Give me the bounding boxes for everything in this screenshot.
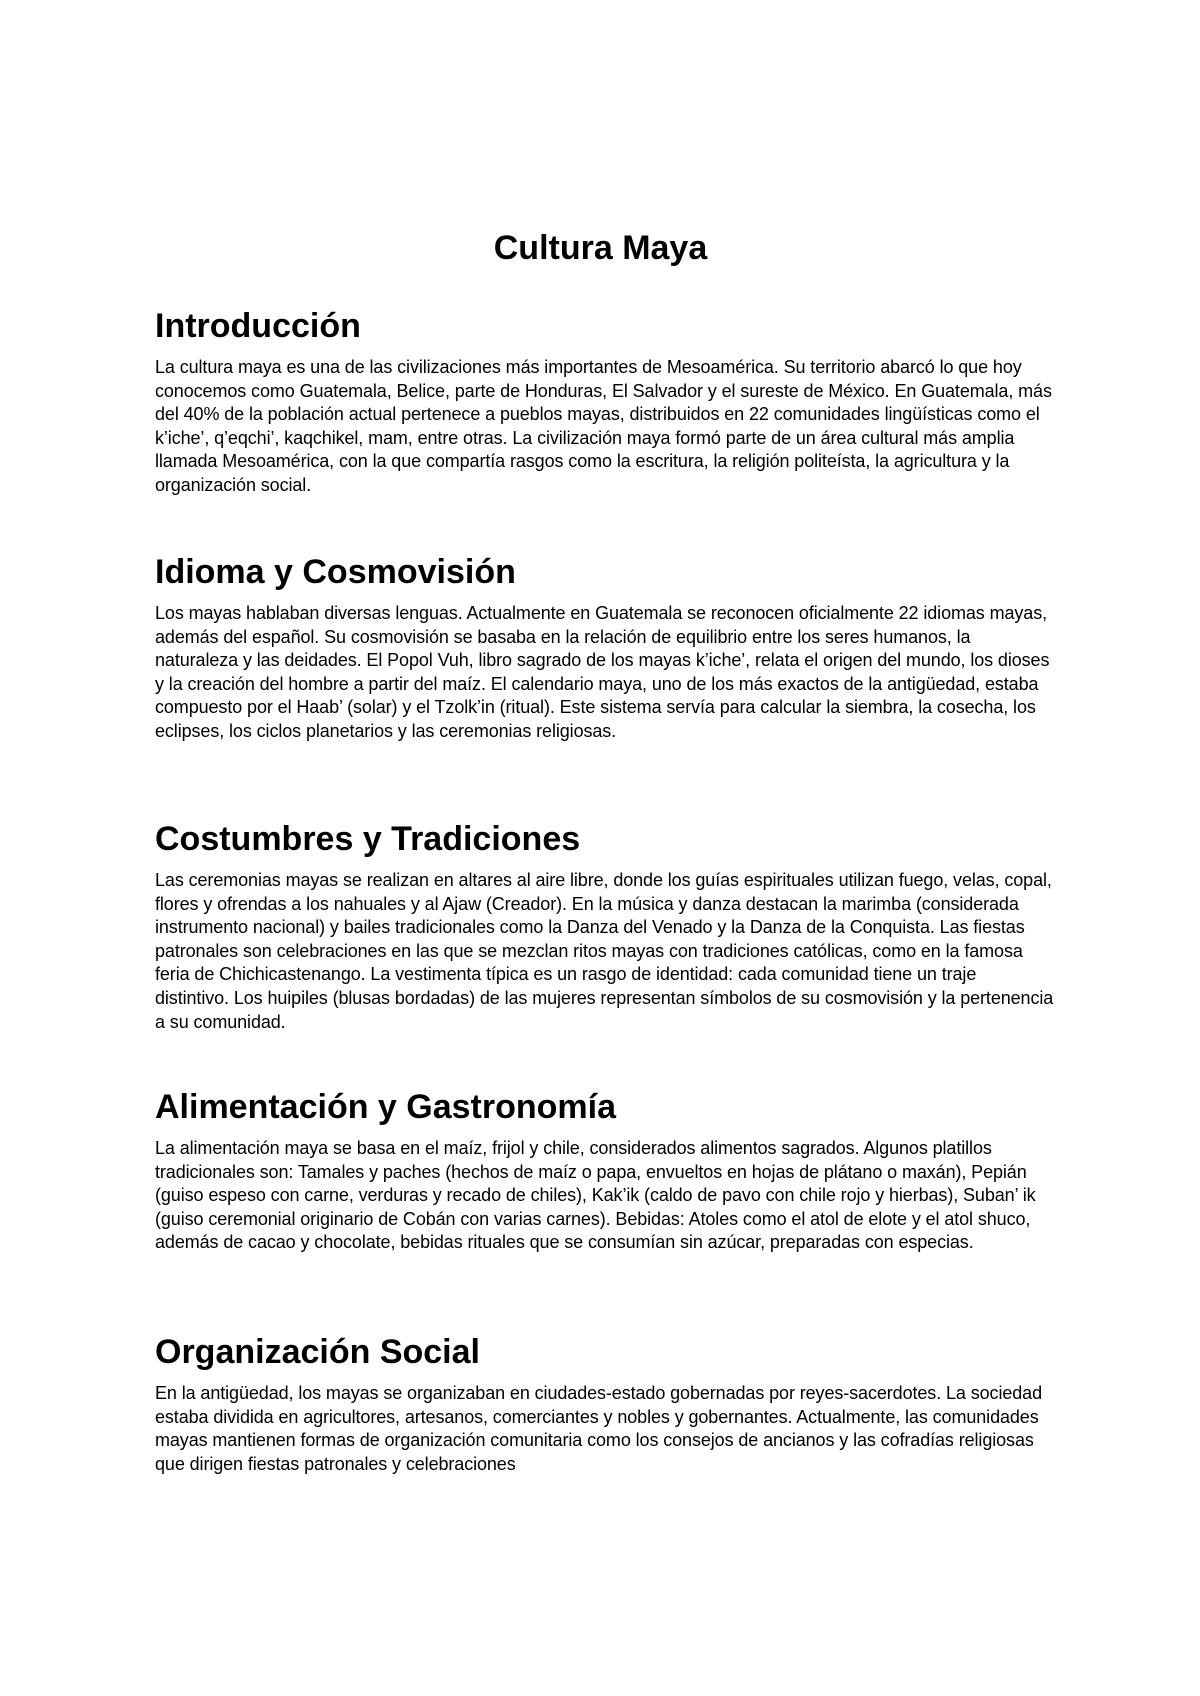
section-body: La alimentación maya se basa en el maíz, frijol y chile, considerados alimentos sagrados. Algunos platillos tradicionales son: Tamales y paches (hechos de maíz o papa, envueltos en hojas de plátano o maxán), Pepián (guiso espeso con carne, verduras y recado de chiles), Kak’ik (caldo de pavo con chile rojo y hierbas), Suban’ ik (guiso ceremonial originario de Cobán con varias carnes). Bebidas: Atoles como el atol de elote y el atol shuco, además de cacao y chocolate, bebidas rituales que se consumían sin azúcar, preparadas con especias. xyxy=(155,1138,1036,1253)
section-idioma-cosmovision xyxy=(155,550,1055,744)
section-heading: Costumbres y Tradiciones xyxy=(155,820,581,858)
section-introduccion xyxy=(155,304,1055,498)
section-heading: Alimentación y Gastronomía xyxy=(155,1088,616,1126)
section-heading: Organización Social xyxy=(155,1333,480,1371)
section-heading: Idioma y Cosmovisión xyxy=(155,553,516,591)
section-costumbres-tradiciones xyxy=(155,817,1055,1034)
document-title: Cultura Maya xyxy=(493,229,708,267)
section-alimentacion-gastronomia xyxy=(155,1085,1055,1255)
section-organizacion-social xyxy=(155,1330,1055,1476)
section-body: Las ceremonias mayas se realizan en altares al aire libre, donde los guías espirituales utilizan fuego, velas, copal, flores y ofrendas a los nahuales y al Ajaw (Creador). En la música y danza destacan la marimba (considerada instrumento nacional) y bailes tradicionales como la Danza del Venado y la Danza de la Conquista. Las fiestas patronales son celebraciones en las que se mezclan ritos mayas con tradiciones católicas, como en la famosa feria de Chichicastenango. La vestimenta típica es un rasgo de identidad: cada comunidad tiene un traje distintivo. Los huipiles (blusas bordadas) de las mujeres representan símbolos de su cosmovisión y la pertenencia a su comunidad. xyxy=(155,870,1054,1032)
section-body: La cultura maya es una de las civilizaciones más importantes de Mesoamérica. Su territorio abarcó lo que hoy conocemos como Guatemala, Belice, parte de Honduras, El Salvador y el sureste de México. En Guatemala, más del 40% de la población actual pertenece a pueblos mayas, distribuidos en 22 comunidades lingüísticas como el k’iche’, q’eqchi’, kaqchikel, mam, entre otras. La civilización maya formó parte de un área cultural más amplia llamada Mesoamérica, con la que compartía rasgos como la escritura, la religión politeísta, la agricultura y la organización social. xyxy=(155,357,1052,495)
section-body: En la antigüedad, los mayas se organizaban en ciudades-estado gobernadas por reyes-sacerdotes. La sociedad estaba dividida en agricultores, artesanos, comerciantes y nobles y gobernantes. Actualmente, las comunidades mayas mantienen formas de organización comunitaria como los consejos de ancianos y las cofradías religiosas que dirigen fiestas patronales y celebraciones xyxy=(155,1383,1042,1474)
section-heading: Introducción xyxy=(155,307,361,345)
section-body: Los mayas hablaban diversas lenguas. Actualmente en Guatemala se reconocen oficialmente 22 idiomas mayas, además del español. Su cosmovisión se basaba en la relación de equilibrio entre los seres humanos, la naturaleza y las deidades. El Popol Vuh, libro sagrado de los mayas k’iche’, relata el origen del mundo, los dioses y la creación del hombre a partir del maíz. El calendario maya, uno de los más exactos de la antigüedad, estaba compuesto por el Haab’ (solar) y el Tzolk’in (ritual). Este sistema servía para calcular la siembra, la cosecha, los eclipses, los ciclos planetarios y las ceremonias religiosas. xyxy=(155,603,1050,741)
